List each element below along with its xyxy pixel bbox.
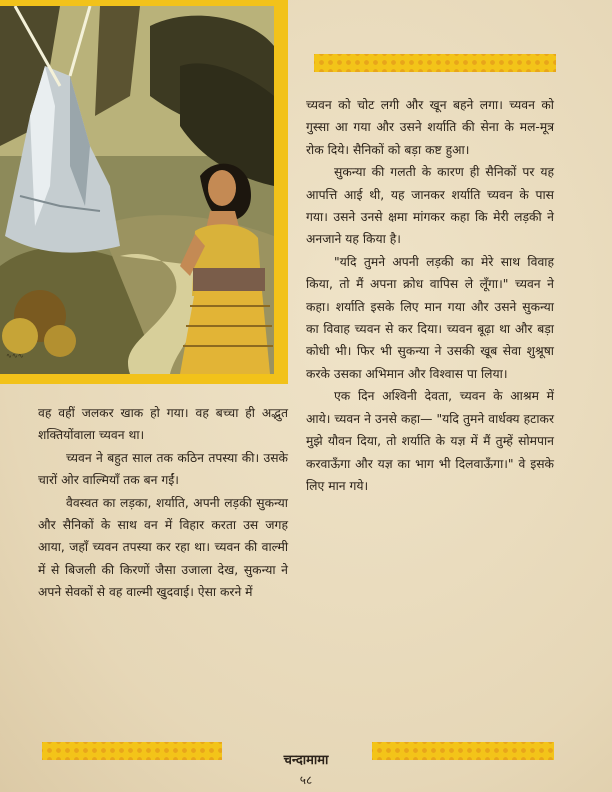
paragraph: च्यवन ने बहुत साल तक कठिन तपस्या की। उसके चारों ओर वाल्मियाँ तक बन गईं। (38, 450, 288, 488)
page-number: ५८ (299, 773, 313, 787)
story-illustration (0, 0, 288, 384)
paragraph: "यदि तुमने अपनी लड़की का मेरे साथ विवाह किया, तो मैं अपना क्रोध वापिस ले लूँगा।" च्यवन ने कहा। शर्याति इसके लिए मान गया और उसने सुकन्या का विवाह च्यवन से कर दिया। च्यवन बूढ़ा था और बड़ा कोधी भी। फिर भी सुकन्या ने उसकी खूब सेवा शुश्रूषा करके उसका अभिमान और विश्वास पा लिया। (306, 254, 554, 381)
decorative-band-top (314, 54, 556, 72)
decorative-band-bottom-right (372, 742, 554, 760)
paragraph: सुकन्या की गलती के कारण ही सैनिकों पर यह आपत्ति आई थी, यह जानकर शर्याति च्यवन के पास गया। उसने उनसे क्षमा मांगकर कहा कि मेरी लड़की ने अनजाने यह किया है। (306, 165, 554, 247)
paragraph: च्यवन को चोट लगी और खून बहने लगा। च्यवन को गुस्सा आ गया और उसने शर्याति की सेना के मल-मूत्र रोक दिये। सैनिकों को बड़ा कष्ट हुआ। (306, 98, 554, 157)
paragraph: वैवस्वत का लड़का, शर्याति, अपनी लड़की सुकन्या और सैनिकों के साथ वन में विहार करता उस जगह आया, जहाँ च्यवन तपस्या कर रहा था। च्यवन की वाल्मी में से बिजली की किरणों जैसा उजाला देख, सुकन्या ने अपने सेवकों से वह वाल्मी खुदवाई। ऐसा करने में (38, 495, 288, 600)
decorative-band-bottom-left (42, 742, 222, 760)
right-text-column (306, 94, 554, 497)
paragraph: वह वहीं जलकर खाक हो गया। वह बच्चा ही अद्भुत शक्तियोंवाला च्यवन था। (38, 406, 288, 443)
artist-signature: ∿∿∿ (6, 352, 24, 360)
sukanya-anthill-illustration (0, 6, 274, 374)
paragraph: एक दिन अश्विनी देवता, च्यवन के आश्रम में आये। च्यवन ने उनसे कहा— "यदि तुमने वार्धक्य हटाकर मुझे यौवन दिया, तो शर्याति के यज्ञ में मैं तुम्हें सोमपान करवाऊँगा और यज्ञ का भाग भी दिलवाऊँगा।" वे इसके लिए मान गये। (306, 389, 554, 493)
left-text-column (38, 402, 288, 604)
magazine-title: चन्दामामा (283, 753, 329, 768)
